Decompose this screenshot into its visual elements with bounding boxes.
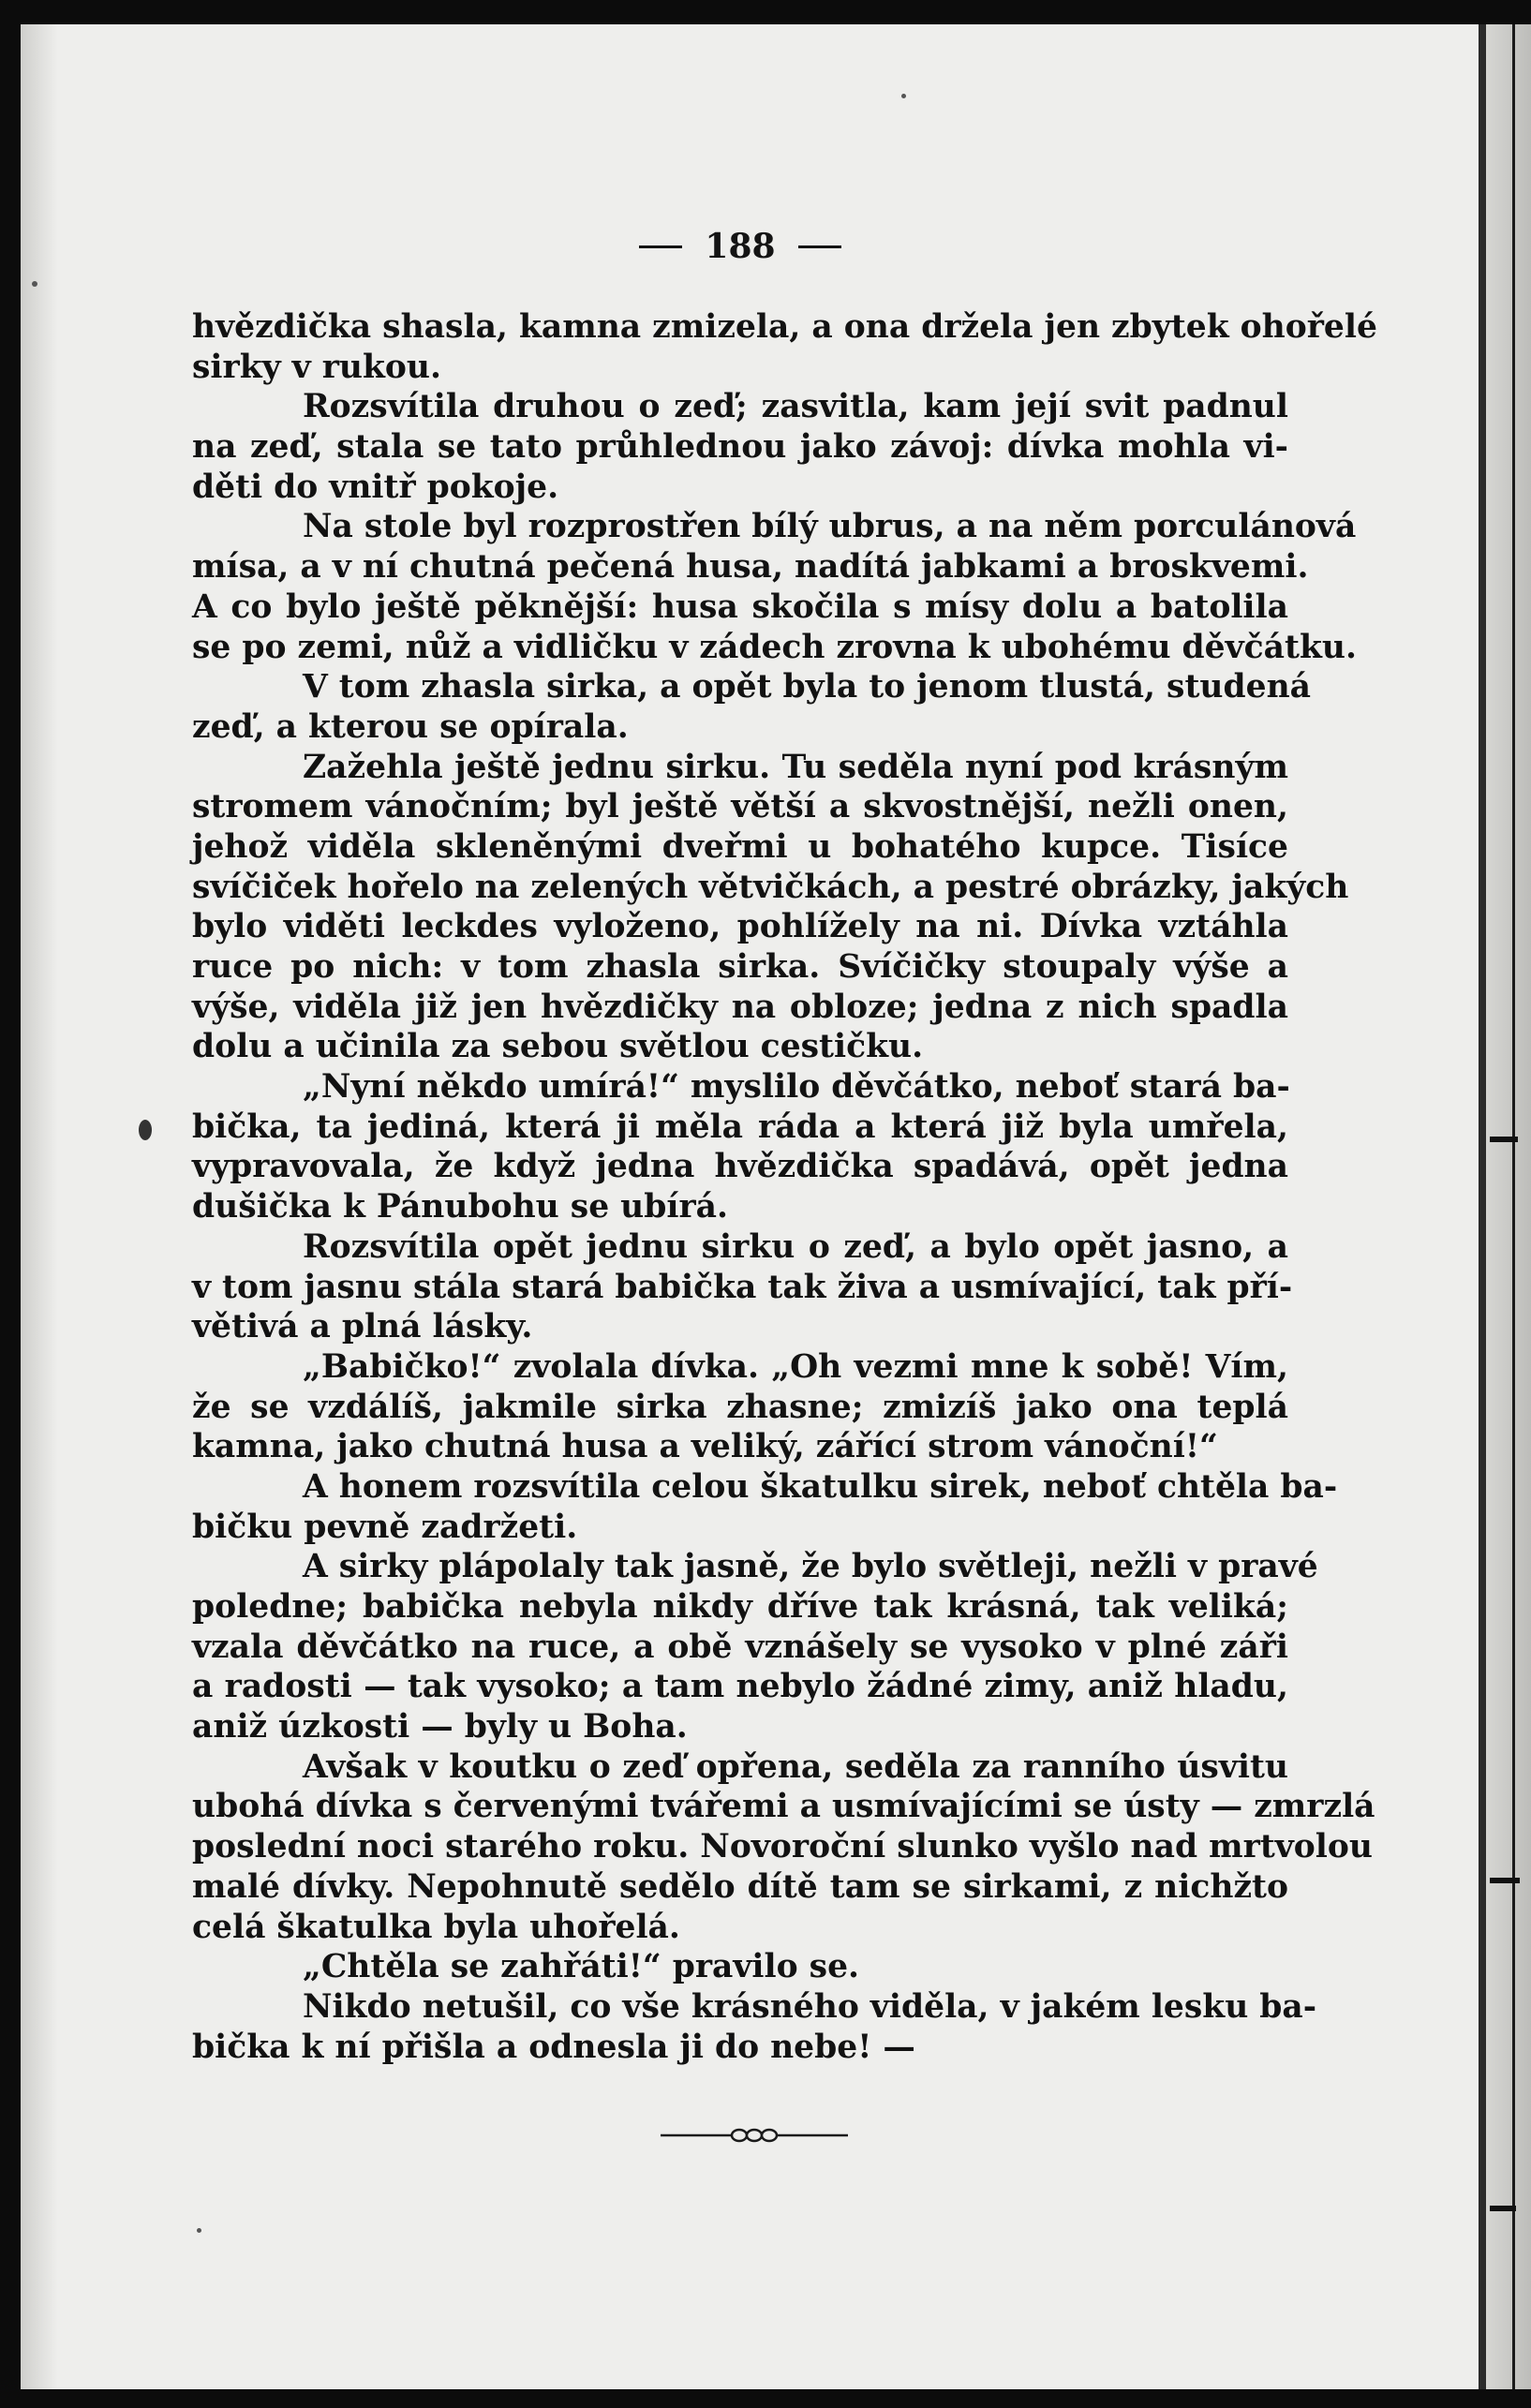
page-left-shadow — [21, 24, 58, 2389]
body-text — [192, 307, 1377, 2067]
text-line: se po zemi, nůž a vidličku v zádech zrovna k ubohému děvčátku. — [192, 628, 1357, 666]
ink-blot — [139, 1120, 152, 1140]
text-line: bička k ní přišla a odnesla ji do nebe! — — [192, 2028, 915, 2066]
text-line: stromem vánočním; byl ještě větší a skvostnější, nežli onen, — [192, 788, 1288, 826]
text-line: dušička k Pánubohu se ubírá. — [192, 1188, 729, 1226]
header-dash-right — [798, 245, 841, 248]
paper-speck — [32, 281, 37, 287]
text-line: hvězdička shasla, kamna zmizela, a ona držela jen zbytek ohořelé — [192, 308, 1377, 346]
text-line: Avšak v koutku o zeď opřena, seděla za ranního úsvitu — [303, 1747, 1288, 1786]
text-line: aniž úzkosti — byly u Boha. — [192, 1708, 688, 1747]
text-line: svíčiček hořelo na zelených větvičkách, a pestré obrázky, jakých — [192, 868, 1349, 906]
text-line: v tom jasnu stála stará babička tak živa a usmívající, tak pří- — [192, 1268, 1293, 1306]
margin-mark — [1490, 1137, 1518, 1142]
text-line: zeď, a kterou se opírala. — [192, 707, 629, 746]
paper-speck — [901, 94, 906, 98]
text-line: Rozsvítila druhou o zeď; zasvitla, kam její svit padnul — [303, 388, 1288, 426]
text-line: bylo viděti leckdes vyloženo, pohlížely na ni. Dívka vztáhla — [192, 908, 1288, 946]
text-line: „Nyní někdo umírá!“ myslilo děvčátko, neboť stará ba- — [303, 1068, 1290, 1107]
text-line: vzala děvčátko na ruce, a obě vznášely se vysoko v plné záři — [192, 1628, 1288, 1666]
text-line: větivá a plná lásky. — [192, 1308, 533, 1346]
text-line: bička, ta jediná, která ji měla ráda a která již byla umřela, — [192, 1107, 1288, 1146]
text-line: A co bylo ještě pěknější: husa skočila s mísy dolu a batolila — [192, 587, 1288, 626]
text-line: celá škatulka byla uhořelá. — [192, 1908, 680, 1946]
text-line: jehož viděla skleněnými dveřmi u bohatého kupce. Tisíce — [192, 827, 1288, 866]
text-line: dolu a učinila za sebou světlou cestičku. — [192, 1028, 924, 1066]
text-line: Rozsvítila opět jednu sirku o zeď, a bylo opět jasno, a — [303, 1227, 1288, 1266]
page-number: 188 — [705, 227, 776, 266]
next-page-edge — [1486, 24, 1531, 2389]
text-line: vypravovala, že když jedna hvězdička spadává, opět jedna — [192, 1148, 1288, 1186]
text-line: sirky v rukou. — [192, 348, 441, 386]
text-line: poslední noci starého roku. Novoroční slunko vyšlo nad mrtvolou — [192, 1828, 1374, 1866]
text-line: děti do vnitř pokoje. — [192, 468, 559, 506]
margin-mark — [1490, 1878, 1520, 1883]
header-dash-left — [639, 245, 682, 248]
paper-speck — [197, 2228, 201, 2233]
end-ornament-icon — [661, 2125, 848, 2146]
text-line: „Chtěla se zahřáti!“ pravilo se. — [303, 1948, 860, 1986]
text-line: A sirky plápolaly tak jasně, že bylo světleji, nežli v pravé — [303, 1548, 1318, 1586]
text-line: mísa, a v ní chutná pečená husa, nadítá jabkami a broskvemi. — [192, 548, 1309, 587]
text-line: A honem rozsvítila celou škatulku sirek, neboť chtěla ba- — [303, 1467, 1338, 1506]
text-line: Zažehla ještě jednu sirku. Tu seděla nyní pod krásným — [303, 748, 1288, 786]
text-line: V tom zhasla sirka, a opět byla to jenom tlustá, studená — [303, 668, 1312, 706]
text-line: malé dívky. Nepohnutě sedělo dítě tam se sirkami, z nichžto — [192, 1867, 1288, 1906]
text-line: ubohá dívka s červenými tvářemi a usmívajícími se ústy — zmrzlá — [192, 1788, 1375, 1826]
text-line: výše, viděla již jen hvězdičky na obloze; jedna z nich spadla — [192, 988, 1288, 1026]
text-line: a radosti — tak vysoko; a tam nebylo žádné zimy, aniž hladu, — [192, 1668, 1288, 1706]
text-line: bičku pevně zadržeti. — [192, 1508, 578, 1546]
margin-mark — [1490, 2206, 1516, 2211]
text-line: kamna, jako chutná husa a veliký, zářící strom vánoční!“ — [192, 1428, 1218, 1466]
page-header — [623, 223, 857, 270]
page-edge-gutter — [1479, 24, 1486, 2389]
text-line: Nikdo netušil, co vše krásného viděla, v jakém lesku ba- — [303, 1987, 1317, 2026]
text-line: ruce po nich: v tom zhasla sirka. Svíčičky stoupaly výše a — [192, 948, 1288, 986]
next-page-border-line — [1512, 24, 1515, 2389]
text-line: že se vzdálíš, jakmile sirka zhasne; zmizíš jako ona teplá — [192, 1388, 1288, 1426]
text-line: Na stole byl rozprostřen bílý ubrus, a na něm porculánová — [303, 508, 1357, 546]
text-line: na zeď, stala se tato průhlednou jako závoj: dívka mohla vi- — [192, 428, 1288, 467]
text-line: „Babičko!“ zvolala dívka. „Oh vezmi mne k sobě! Vím, — [303, 1347, 1288, 1386]
text-line: poledne; babička nebyla nikdy dříve tak krásná, tak veliká; — [192, 1588, 1288, 1626]
